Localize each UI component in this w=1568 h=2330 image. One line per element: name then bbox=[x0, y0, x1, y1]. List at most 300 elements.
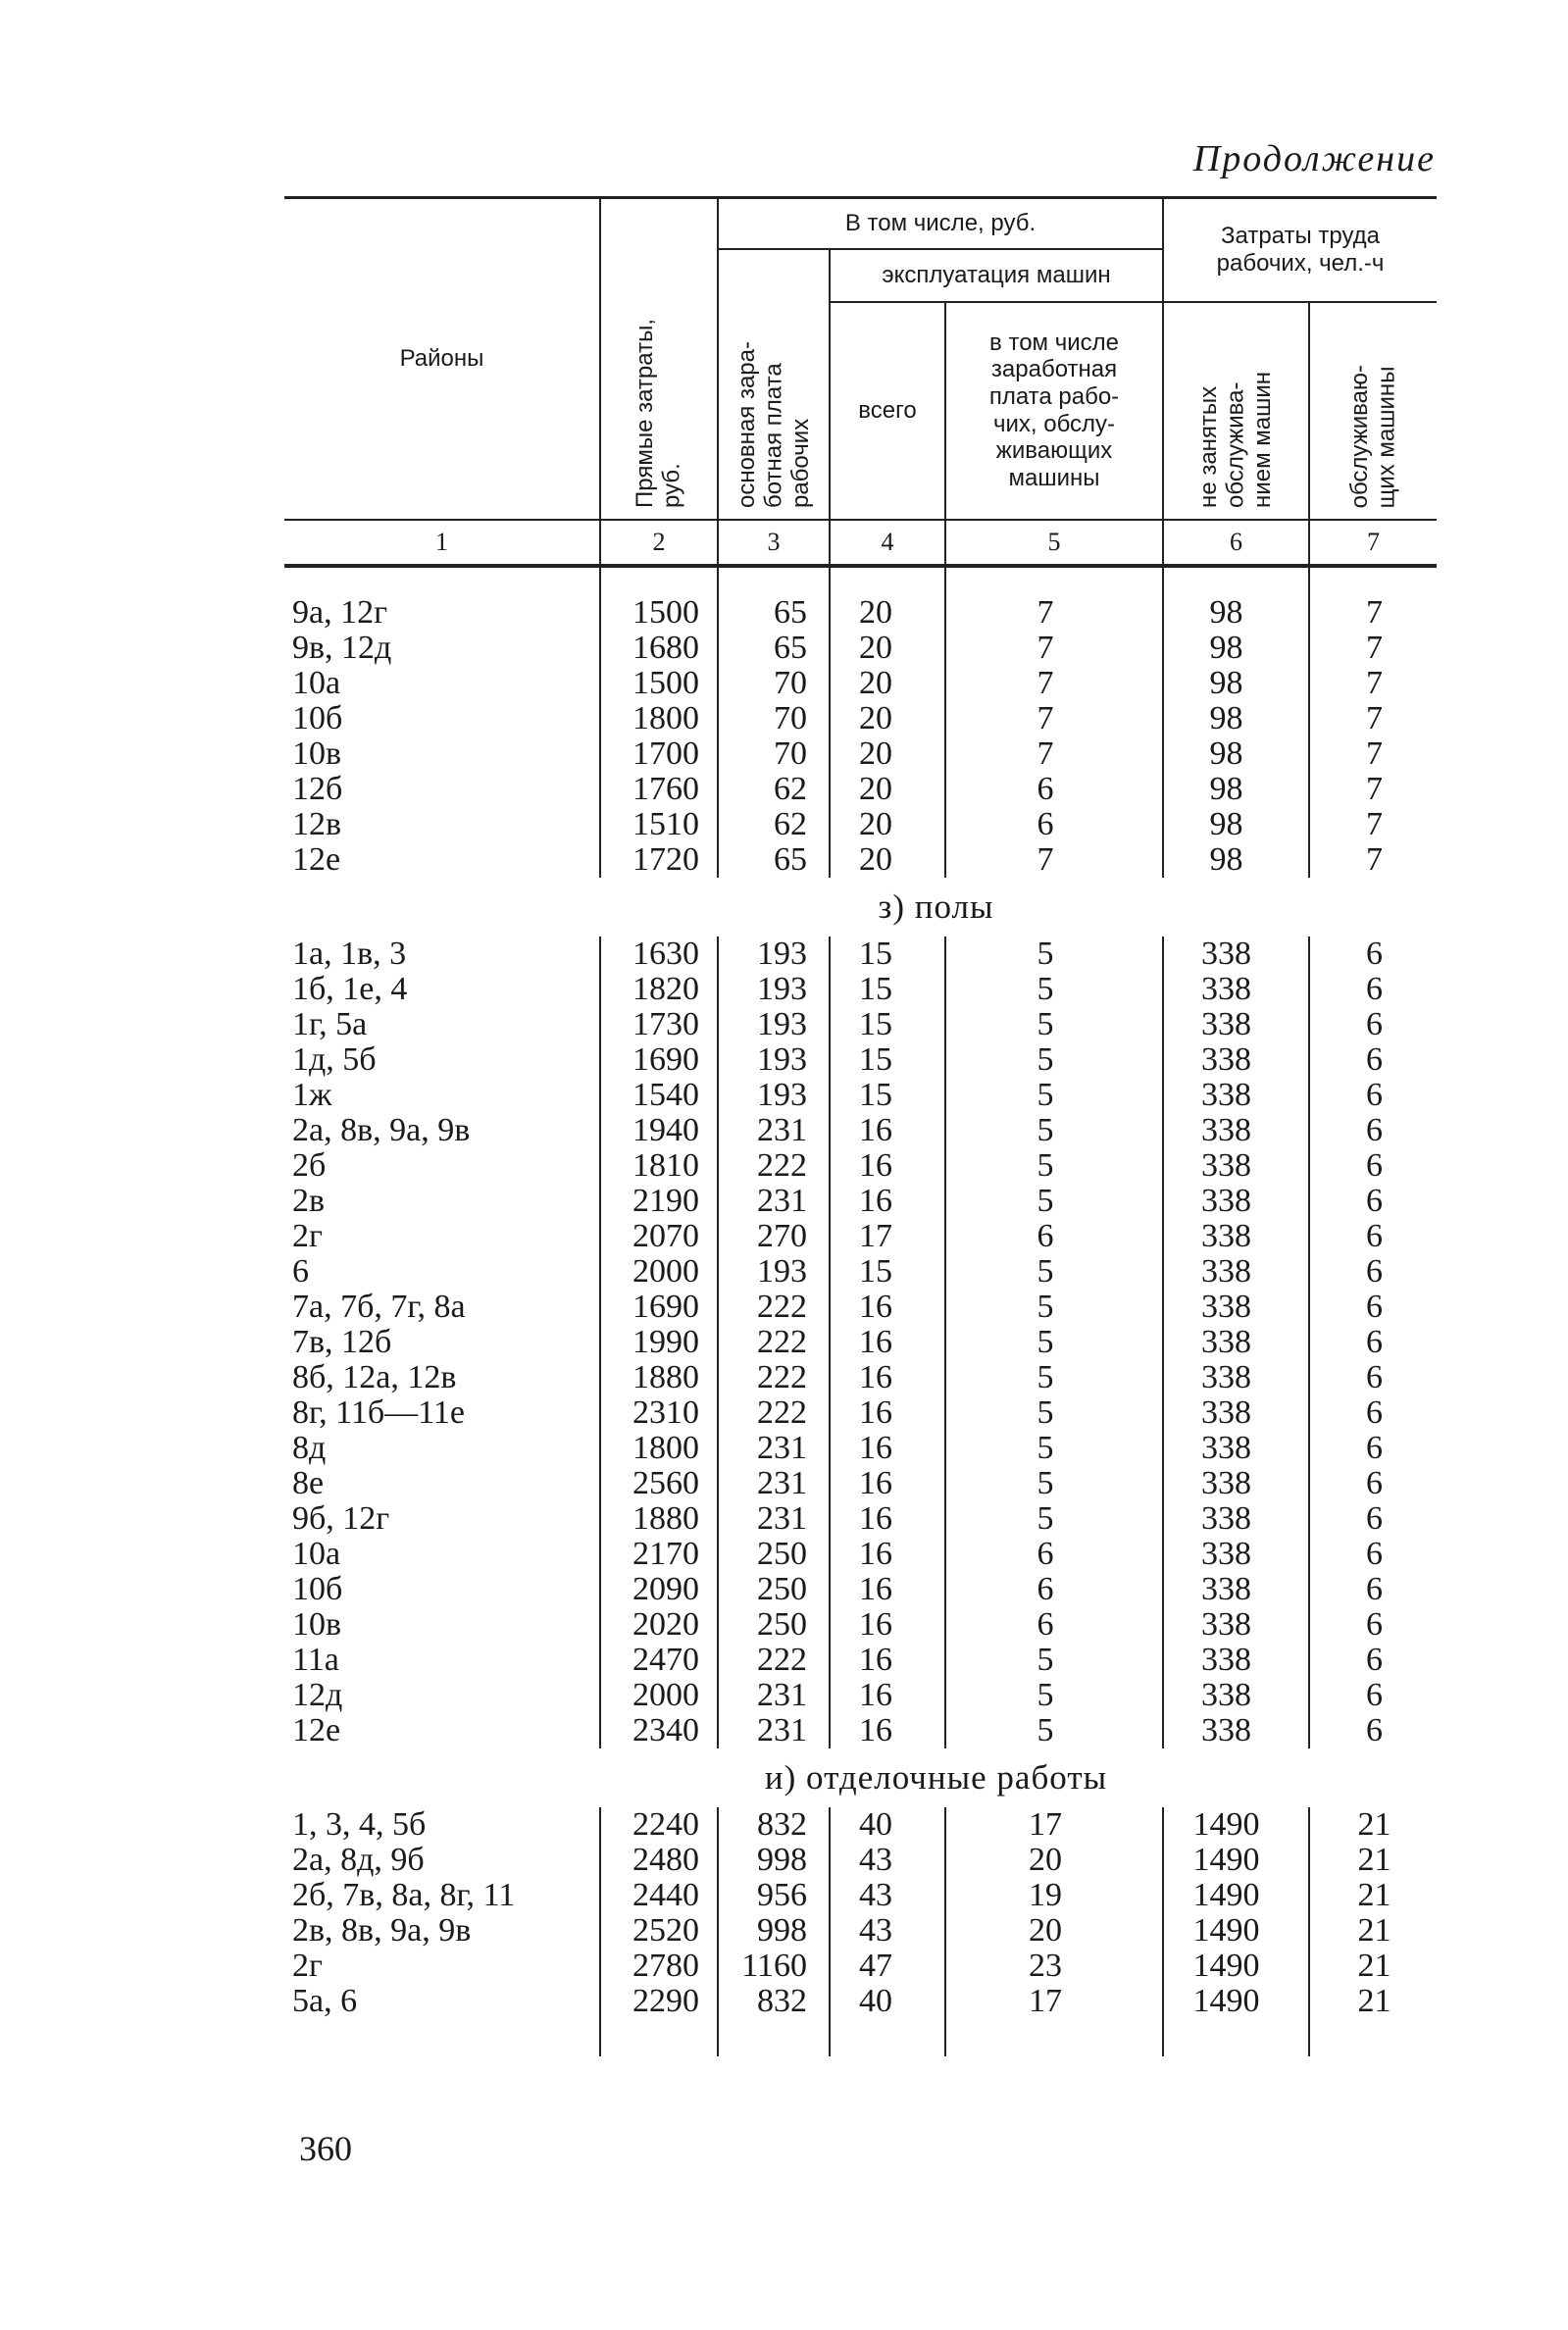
value-cell: 21 bbox=[1309, 1949, 1437, 1984]
value-cell: 1730 bbox=[600, 1007, 718, 1042]
value-cell: 1490 bbox=[1163, 1913, 1309, 1949]
continuation-label: Продолжение bbox=[1192, 138, 1436, 179]
value-cell: 15 bbox=[830, 1078, 945, 1113]
value-cell: 17 bbox=[945, 1984, 1163, 2019]
value-cell: 6 bbox=[1309, 1113, 1437, 1148]
value-cell: 16 bbox=[830, 1395, 945, 1431]
value-cell: 17 bbox=[945, 1807, 1163, 1843]
column-number: 1 bbox=[284, 520, 600, 566]
value-cell: 2070 bbox=[600, 1219, 718, 1254]
value-cell: 338 bbox=[1163, 1042, 1309, 1078]
value-cell: 7 bbox=[945, 666, 1163, 701]
district-cell: 1ж bbox=[292, 1076, 332, 1113]
value-cell: 2780 bbox=[600, 1949, 718, 1984]
value-cell: 1490 bbox=[1163, 1949, 1309, 1984]
section-title-row bbox=[284, 878, 1437, 937]
column-number: 5 bbox=[945, 520, 1163, 566]
value-cell: 16 bbox=[830, 1184, 945, 1219]
value-cell: 7 bbox=[945, 631, 1163, 666]
value-cell: 338 bbox=[1163, 1113, 1309, 1148]
value-cell: 15 bbox=[830, 1254, 945, 1290]
table-row bbox=[284, 1078, 1437, 1113]
district-cell: 1д, 5б bbox=[292, 1040, 377, 1078]
page-number: 360 bbox=[299, 2129, 352, 2168]
value-cell: 193 bbox=[718, 1078, 830, 1113]
value-cell: 20 bbox=[830, 631, 945, 666]
value-cell: 231 bbox=[718, 1184, 830, 1219]
value-cell: 6 bbox=[1309, 1078, 1437, 1113]
value-cell: 1490 bbox=[1163, 1984, 1309, 2019]
value-cell: 2520 bbox=[600, 1913, 718, 1949]
value-cell: 6 bbox=[1309, 1643, 1437, 1678]
value-cell: 832 bbox=[718, 1807, 830, 1843]
value-cell: 5 bbox=[945, 1078, 1163, 1113]
value-cell: 16 bbox=[830, 1678, 945, 1713]
value-cell: 47 bbox=[830, 1949, 945, 1984]
value-cell: 6 bbox=[1309, 1148, 1437, 1184]
value-cell: 231 bbox=[718, 1431, 830, 1466]
value-cell: 16 bbox=[830, 1290, 945, 1325]
value-cell: 1690 bbox=[600, 1042, 718, 1078]
value-cell: 6 bbox=[1309, 1431, 1437, 1466]
value-cell: 16 bbox=[830, 1501, 945, 1537]
district-cell: 2б bbox=[292, 1146, 327, 1184]
value-cell: 270 bbox=[718, 1219, 830, 1254]
table-row bbox=[284, 1643, 1437, 1678]
value-cell: 70 bbox=[718, 701, 830, 736]
table-row bbox=[284, 595, 1437, 631]
value-cell: 16 bbox=[830, 1360, 945, 1395]
district-cell: 2а, 8в, 9а, 9в bbox=[292, 1111, 471, 1148]
value-cell: 98 bbox=[1163, 772, 1309, 807]
value-cell: 6 bbox=[1309, 1184, 1437, 1219]
value-cell: 6 bbox=[1309, 1219, 1437, 1254]
value-cell: 1540 bbox=[600, 1078, 718, 1113]
value-cell: 20 bbox=[830, 772, 945, 807]
value-cell: 6 bbox=[945, 1537, 1163, 1572]
table-row bbox=[284, 1042, 1437, 1078]
table-row bbox=[284, 1678, 1437, 1713]
value-cell: 1810 bbox=[600, 1148, 718, 1184]
value-cell: 6 bbox=[945, 1607, 1163, 1643]
section-title-row bbox=[284, 1748, 1437, 1807]
district-cell: 2г bbox=[292, 1217, 323, 1254]
district-cell: 12д bbox=[292, 1676, 343, 1713]
district-cell: 2в, 8в, 9а, 9в bbox=[292, 1911, 472, 1949]
value-cell: 7 bbox=[945, 701, 1163, 736]
header-base-wages: основная зара- ботная плата рабочих bbox=[718, 249, 830, 520]
value-cell: 998 bbox=[718, 1913, 830, 1949]
table-row bbox=[284, 772, 1437, 807]
value-cell: 1800 bbox=[600, 1431, 718, 1466]
value-cell: 7 bbox=[1309, 631, 1437, 666]
value-cell: 193 bbox=[718, 1254, 830, 1290]
value-cell: 1500 bbox=[600, 666, 718, 701]
district-cell: 1б, 1е, 4 bbox=[292, 970, 408, 1007]
district-cell: 9б, 12г bbox=[292, 1499, 390, 1537]
district-cell: 10а bbox=[292, 1535, 341, 1572]
spacer-cell bbox=[600, 566, 718, 595]
value-cell: 1990 bbox=[600, 1325, 718, 1360]
district-cell: 11а bbox=[292, 1641, 339, 1678]
header-machine-wages: в том числе заработная плата рабо- чих, обслу- живающих машины bbox=[945, 302, 1163, 520]
value-cell: 98 bbox=[1163, 842, 1309, 878]
value-cell: 7 bbox=[945, 842, 1163, 878]
value-cell: 832 bbox=[718, 1984, 830, 2019]
table-row bbox=[284, 1290, 1437, 1325]
district-cell: 12е bbox=[292, 1711, 341, 1748]
value-cell: 21 bbox=[1309, 1843, 1437, 1878]
value-cell: 1160 bbox=[718, 1949, 830, 1984]
value-cell: 1490 bbox=[1163, 1807, 1309, 1843]
value-cell: 16 bbox=[830, 1537, 945, 1572]
value-cell: 956 bbox=[718, 1878, 830, 1913]
district-cell: 10в bbox=[292, 1605, 342, 1643]
table-body bbox=[284, 566, 1437, 2056]
table-row bbox=[284, 666, 1437, 701]
value-cell: 6 bbox=[945, 772, 1163, 807]
value-cell: 1510 bbox=[600, 807, 718, 842]
column-number: 4 bbox=[830, 520, 945, 566]
table-row bbox=[284, 1007, 1437, 1042]
district-cell: 8б, 12а, 12в bbox=[292, 1358, 457, 1395]
value-cell: 338 bbox=[1163, 1643, 1309, 1678]
value-cell: 2290 bbox=[600, 1984, 718, 2019]
value-cell: 193 bbox=[718, 1042, 830, 1078]
value-cell: 7 bbox=[945, 736, 1163, 772]
value-cell: 5 bbox=[945, 1431, 1163, 1466]
value-cell: 193 bbox=[718, 937, 830, 972]
table-row bbox=[284, 1148, 1437, 1184]
value-cell: 7 bbox=[1309, 736, 1437, 772]
header-direct-costs: Прямые затраты, руб. bbox=[600, 198, 718, 520]
table-row bbox=[284, 1254, 1437, 1290]
value-cell: 6 bbox=[1309, 1713, 1437, 1748]
district-cell: 2б, 7в, 8а, 8г, 11 bbox=[292, 1876, 516, 1913]
value-cell: 15 bbox=[830, 937, 945, 972]
value-cell: 338 bbox=[1163, 1360, 1309, 1395]
value-cell: 338 bbox=[1163, 1607, 1309, 1643]
value-cell: 21 bbox=[1309, 1807, 1437, 1843]
table-row bbox=[284, 1219, 1437, 1254]
value-cell: 193 bbox=[718, 972, 830, 1007]
table-row bbox=[284, 1572, 1437, 1607]
table-row bbox=[284, 1949, 1437, 1984]
value-cell: 7 bbox=[1309, 701, 1437, 736]
value-cell: 338 bbox=[1163, 937, 1309, 972]
district-cell: 7в, 12б bbox=[292, 1323, 392, 1360]
value-cell: 2090 bbox=[600, 1572, 718, 1607]
value-cell: 2000 bbox=[600, 1254, 718, 1290]
value-cell: 250 bbox=[718, 1572, 830, 1607]
value-cell: 222 bbox=[718, 1148, 830, 1184]
value-cell: 62 bbox=[718, 772, 830, 807]
table-row bbox=[284, 1807, 1437, 1843]
value-cell: 6 bbox=[1309, 972, 1437, 1007]
district-cell: 2а, 8д, 9б bbox=[292, 1841, 425, 1878]
district-cell: 10в bbox=[292, 734, 342, 772]
column-number: 2 bbox=[600, 520, 718, 566]
spacer-cell bbox=[600, 2019, 718, 2056]
value-cell: 1720 bbox=[600, 842, 718, 878]
column-numbers-row bbox=[284, 520, 1437, 566]
value-cell: 338 bbox=[1163, 1078, 1309, 1113]
value-cell: 338 bbox=[1163, 1431, 1309, 1466]
value-cell: 231 bbox=[718, 1713, 830, 1748]
value-cell: 16 bbox=[830, 1466, 945, 1501]
table-row bbox=[284, 1325, 1437, 1360]
value-cell: 16 bbox=[830, 1607, 945, 1643]
value-cell: 43 bbox=[830, 1913, 945, 1949]
value-cell: 16 bbox=[830, 1713, 945, 1748]
value-cell: 231 bbox=[718, 1113, 830, 1148]
value-cell: 338 bbox=[1163, 1501, 1309, 1537]
table-row bbox=[284, 1878, 1437, 1913]
table-row bbox=[284, 1184, 1437, 1219]
district-cell: 2г bbox=[292, 1947, 323, 1984]
value-cell: 1820 bbox=[600, 972, 718, 1007]
value-cell: 1700 bbox=[600, 736, 718, 772]
value-cell: 20 bbox=[830, 701, 945, 736]
value-cell: 6 bbox=[1309, 1325, 1437, 1360]
district-cell: 7а, 7б, 7г, 8а bbox=[292, 1288, 466, 1325]
value-cell: 6 bbox=[945, 807, 1163, 842]
header-districts: Районы bbox=[284, 198, 600, 520]
value-cell: 2000 bbox=[600, 1678, 718, 1713]
value-cell: 2480 bbox=[600, 1843, 718, 1878]
value-cell: 6 bbox=[1309, 1042, 1437, 1078]
value-cell: 5 bbox=[945, 1643, 1163, 1678]
header-machine-operation: эксплуатация машин bbox=[830, 249, 1163, 302]
value-cell: 6 bbox=[1309, 1007, 1437, 1042]
value-cell: 23 bbox=[945, 1949, 1163, 1984]
value-cell: 7 bbox=[1309, 807, 1437, 842]
value-cell: 5 bbox=[945, 1360, 1163, 1395]
section-title: з) полы bbox=[878, 886, 994, 926]
value-cell: 6 bbox=[945, 1572, 1163, 1607]
table-row bbox=[284, 937, 1437, 972]
value-cell: 338 bbox=[1163, 1219, 1309, 1254]
value-cell: 2170 bbox=[600, 1537, 718, 1572]
value-cell: 98 bbox=[1163, 736, 1309, 772]
value-cell: 98 bbox=[1163, 666, 1309, 701]
value-cell: 5 bbox=[945, 1713, 1163, 1748]
cost-table bbox=[284, 196, 1437, 2056]
value-cell: 1630 bbox=[600, 937, 718, 972]
value-cell: 6 bbox=[1309, 1290, 1437, 1325]
value-cell: 338 bbox=[1163, 1148, 1309, 1184]
value-cell: 7 bbox=[1309, 772, 1437, 807]
value-cell: 5 bbox=[945, 1325, 1163, 1360]
value-cell: 222 bbox=[718, 1290, 830, 1325]
column-number: 7 bbox=[1309, 520, 1437, 566]
district-cell: 1г, 5а bbox=[292, 1005, 368, 1042]
value-cell: 6 bbox=[1309, 1466, 1437, 1501]
value-cell: 222 bbox=[718, 1395, 830, 1431]
district-cell: 12б bbox=[292, 770, 343, 807]
value-cell: 222 bbox=[718, 1643, 830, 1678]
value-cell: 193 bbox=[718, 1007, 830, 1042]
district-cell: 10б bbox=[292, 1570, 343, 1607]
district-cell: 9а, 12г bbox=[292, 593, 388, 631]
table-row bbox=[284, 972, 1437, 1007]
district-cell: 9в, 12д bbox=[292, 629, 392, 666]
value-cell: 16 bbox=[830, 1572, 945, 1607]
value-cell: 20 bbox=[830, 807, 945, 842]
value-cell: 1490 bbox=[1163, 1843, 1309, 1878]
district-cell: 10а bbox=[292, 664, 341, 701]
value-cell: 338 bbox=[1163, 1466, 1309, 1501]
spacer-cell bbox=[284, 2019, 600, 2056]
table-row bbox=[284, 807, 1437, 842]
value-cell: 5 bbox=[945, 972, 1163, 1007]
district-cell: 12в bbox=[292, 805, 342, 842]
header-total: всего bbox=[830, 302, 945, 520]
value-cell: 19 bbox=[945, 1878, 1163, 1913]
value-cell: 1940 bbox=[600, 1113, 718, 1148]
value-cell: 338 bbox=[1163, 1395, 1309, 1431]
value-cell: 20 bbox=[830, 736, 945, 772]
table-row bbox=[284, 1395, 1437, 1431]
table-row bbox=[284, 1501, 1437, 1537]
value-cell: 15 bbox=[830, 1007, 945, 1042]
spacer-cell bbox=[718, 2019, 830, 2056]
value-cell: 250 bbox=[718, 1537, 830, 1572]
spacer-cell bbox=[945, 2019, 1163, 2056]
value-cell: 338 bbox=[1163, 1537, 1309, 1572]
value-cell: 1760 bbox=[600, 772, 718, 807]
table-header bbox=[284, 198, 1437, 566]
district-cell: 8г, 11б—11е bbox=[292, 1393, 465, 1431]
spacer-cell bbox=[945, 566, 1163, 595]
value-cell: 5 bbox=[945, 1254, 1163, 1290]
table-row bbox=[284, 842, 1437, 878]
header-labor-costs: Затраты труда рабочих, чел.-ч bbox=[1163, 198, 1437, 302]
table-row bbox=[284, 1431, 1437, 1466]
value-cell: 5 bbox=[945, 1184, 1163, 1219]
header-serving: обслуживаю- щих машины bbox=[1309, 302, 1437, 520]
value-cell: 5 bbox=[945, 1678, 1163, 1713]
value-cell: 70 bbox=[718, 736, 830, 772]
spacer-cell bbox=[1309, 2019, 1437, 2056]
value-cell: 20 bbox=[830, 842, 945, 878]
value-cell: 20 bbox=[830, 595, 945, 631]
spacer-cell bbox=[284, 566, 600, 595]
value-cell: 98 bbox=[1163, 807, 1309, 842]
value-cell: 7 bbox=[1309, 595, 1437, 631]
district-cell: 1а, 1в, 3 bbox=[292, 935, 407, 972]
value-cell: 6 bbox=[1309, 1360, 1437, 1395]
spacer-cell bbox=[718, 566, 830, 595]
value-cell: 6 bbox=[1309, 1678, 1437, 1713]
value-cell: 6 bbox=[1309, 1254, 1437, 1290]
value-cell: 338 bbox=[1163, 1678, 1309, 1713]
value-cell: 16 bbox=[830, 1113, 945, 1148]
table-row bbox=[284, 736, 1437, 772]
value-cell: 21 bbox=[1309, 1878, 1437, 1913]
value-cell: 2560 bbox=[600, 1466, 718, 1501]
value-cell: 21 bbox=[1309, 1984, 1437, 2019]
value-cell: 1800 bbox=[600, 701, 718, 736]
value-cell: 62 bbox=[718, 807, 830, 842]
value-cell: 231 bbox=[718, 1501, 830, 1537]
table-row bbox=[284, 1984, 1437, 2019]
value-cell: 338 bbox=[1163, 1007, 1309, 1042]
district-cell: 12е bbox=[292, 840, 341, 878]
value-cell: 16 bbox=[830, 1431, 945, 1466]
value-cell: 2470 bbox=[600, 1643, 718, 1678]
value-cell: 5 bbox=[945, 1395, 1163, 1431]
value-cell: 43 bbox=[830, 1878, 945, 1913]
value-cell: 40 bbox=[830, 1984, 945, 2019]
value-cell: 338 bbox=[1163, 1572, 1309, 1607]
value-cell: 1880 bbox=[600, 1501, 718, 1537]
table-row bbox=[284, 1360, 1437, 1395]
value-cell: 2240 bbox=[600, 1807, 718, 1843]
value-cell: 70 bbox=[718, 666, 830, 701]
value-cell: 1500 bbox=[600, 595, 718, 631]
spacer-cell bbox=[830, 566, 945, 595]
table-row bbox=[284, 1113, 1437, 1148]
value-cell: 7 bbox=[945, 595, 1163, 631]
header-including: В том числе, руб. bbox=[718, 198, 1163, 249]
district-cell: 2в bbox=[292, 1182, 326, 1219]
value-cell: 1690 bbox=[600, 1290, 718, 1325]
value-cell: 98 bbox=[1163, 595, 1309, 631]
spacer-cell bbox=[830, 2019, 945, 2056]
value-cell: 5 bbox=[945, 937, 1163, 972]
value-cell: 2310 bbox=[600, 1395, 718, 1431]
value-cell: 250 bbox=[718, 1607, 830, 1643]
column-number: 3 bbox=[718, 520, 830, 566]
value-cell: 6 bbox=[1309, 1395, 1437, 1431]
value-cell: 7 bbox=[1309, 842, 1437, 878]
value-cell: 1680 bbox=[600, 631, 718, 666]
value-cell: 16 bbox=[830, 1325, 945, 1360]
value-cell: 65 bbox=[718, 842, 830, 878]
value-cell: 1880 bbox=[600, 1360, 718, 1395]
value-cell: 338 bbox=[1163, 1254, 1309, 1290]
value-cell: 40 bbox=[830, 1807, 945, 1843]
table-row bbox=[284, 1537, 1437, 1572]
section-title: и) отделочные работы bbox=[764, 1757, 1108, 1797]
value-cell: 20 bbox=[945, 1843, 1163, 1878]
table-row bbox=[284, 1843, 1437, 1878]
value-cell: 20 bbox=[830, 666, 945, 701]
value-cell: 20 bbox=[945, 1913, 1163, 1949]
spacer-cell bbox=[1309, 566, 1437, 595]
district-cell: 5а, 6 bbox=[292, 1982, 358, 2019]
value-cell: 98 bbox=[1163, 701, 1309, 736]
value-cell: 5 bbox=[945, 1007, 1163, 1042]
value-cell: 5 bbox=[945, 1466, 1163, 1501]
spacer-cell bbox=[1163, 566, 1309, 595]
value-cell: 2190 bbox=[600, 1184, 718, 1219]
spacer-row bbox=[284, 2019, 1437, 2056]
table-row bbox=[284, 1913, 1437, 1949]
value-cell: 65 bbox=[718, 595, 830, 631]
value-cell: 998 bbox=[718, 1843, 830, 1878]
district-cell: 10б bbox=[292, 699, 343, 736]
table-row bbox=[284, 1713, 1437, 1748]
value-cell: 17 bbox=[830, 1219, 945, 1254]
value-cell: 65 bbox=[718, 631, 830, 666]
value-cell: 43 bbox=[830, 1843, 945, 1878]
header-not-serving: не занятых обслужива- нием машин bbox=[1163, 302, 1309, 520]
district-cell: 1, 3, 4, 5б bbox=[292, 1805, 427, 1843]
value-cell: 16 bbox=[830, 1643, 945, 1678]
value-cell: 222 bbox=[718, 1360, 830, 1395]
